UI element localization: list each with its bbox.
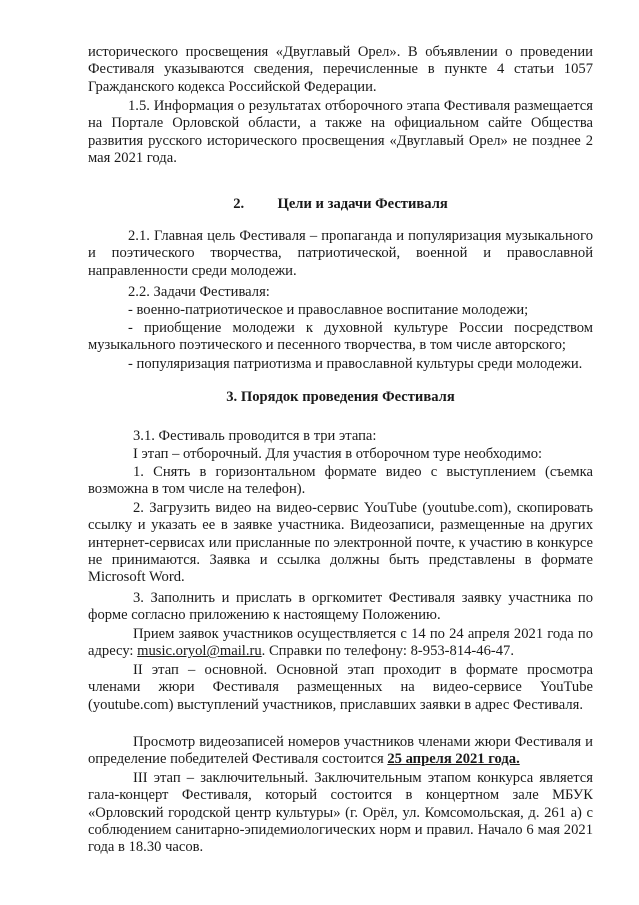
applications-paragraph [88, 626, 593, 661]
task-item-3: - популяризация патриотизма и православной культуры среди молодежи. [128, 356, 583, 372]
review-text: Просмотр видеозаписей номеров участников членами жюри Фестиваля и определение победителей Фестиваля состоится [88, 734, 593, 768]
paragraph-intro: исторического просвещения «Двуглавый Орел». В объявлении о проведении Фестиваля указываются сведения, перечисленные в пункте 4 статьи 1057 Гражданского кодекса Российской Федерации. [88, 44, 593, 95]
paragraph-3-1: 3.1. Фестиваль проводится в три этапа: [133, 428, 377, 444]
section-2-number: 2. [233, 196, 245, 212]
task-item-2: - приобщение молодежи к духовной культуре России посредством музыкального поэтического и песенного творчества, в том числе авторского; [88, 320, 593, 354]
paragraph-1-5: 1.5. Информация о результатах отборочного этапа Фестиваля размещается на Портале Орловской области, а также на официальном сайте Общества развития русского исторического просвещения «Двуглавый Орел» не позднее 2 мая 2021 года. [88, 98, 593, 166]
task-item-1: - военно-патриотическое и православное воспитание молодежи; [128, 302, 529, 318]
section-2-title: Цели и задачи Фестиваля [277, 196, 448, 212]
review-paragraph [88, 734, 593, 769]
step-2: 2. Загрузить видео на видео-сервис YouTube (youtube.com), скопировать ссылку и указать ее в заявке участника. Видеозаписи, размещенные на других интернет-сервисах или присланные по электронной почте, к участию в конкурсе не принимаются. Заявка и ссылка должны быть представлены в формате Microsoft Word. [88, 500, 593, 586]
section-2-heading [88, 196, 593, 213]
step-1: 1. Снять в горизонтальном формате видео с выступлением (съемка возможна в том числе на телефон). [88, 464, 593, 498]
applications-text: Прием заявок участников осуществляется с 14 по 24 апреля 2021 года по адресу: [88, 626, 593, 660]
email-link[interactable]: music.oryol@mail.ru [137, 643, 262, 660]
stage-2-paragraph: II этап – основной. Основной этап проходит в формате просмотра членами жюри Фестиваля размещенных на видео-сервисе YouTube (youtube.com) выступлений участников, приславших заявки в адрес Фестиваля. [88, 662, 593, 713]
review-date: 25 апреля 2021 года. [387, 751, 520, 768]
stage-1-intro: I этап – отборочный. Для участия в отборочном туре необходимо: [133, 446, 543, 462]
paragraph-2-1: 2.1. Главная цель Фестиваля – пропаганда и популяризация музыкального и поэтического творчества, патриотической, военной и православной направленности среди молодежи. [88, 228, 593, 279]
step-3: 3. Заполнить и прислать в оргкомитет Фестиваля заявку участника по форме согласно приложению к настоящему Положению. [88, 590, 593, 624]
stage-3-paragraph: III этап – заключительный. Заключительным этапом конкурса является гала-концерт Фестиваля, который состоится в концертном зале МБУК «Орловский городской центр культуры» (г. Орёл, ул. Комсомольская, д. 261 а) с соблюдением санитарно-эпидемиологических норм и правил. Начало 6 мая 2021 года в 18.30 часов. [88, 770, 593, 856]
paragraph-2-2: 2.2. Задачи Фестиваля: [128, 284, 270, 300]
section-3-heading: 3. Порядок проведения Фестиваля [226, 389, 455, 405]
phone-text: . Справки по телефону: 8-953-814-46-47. [261, 643, 514, 660]
